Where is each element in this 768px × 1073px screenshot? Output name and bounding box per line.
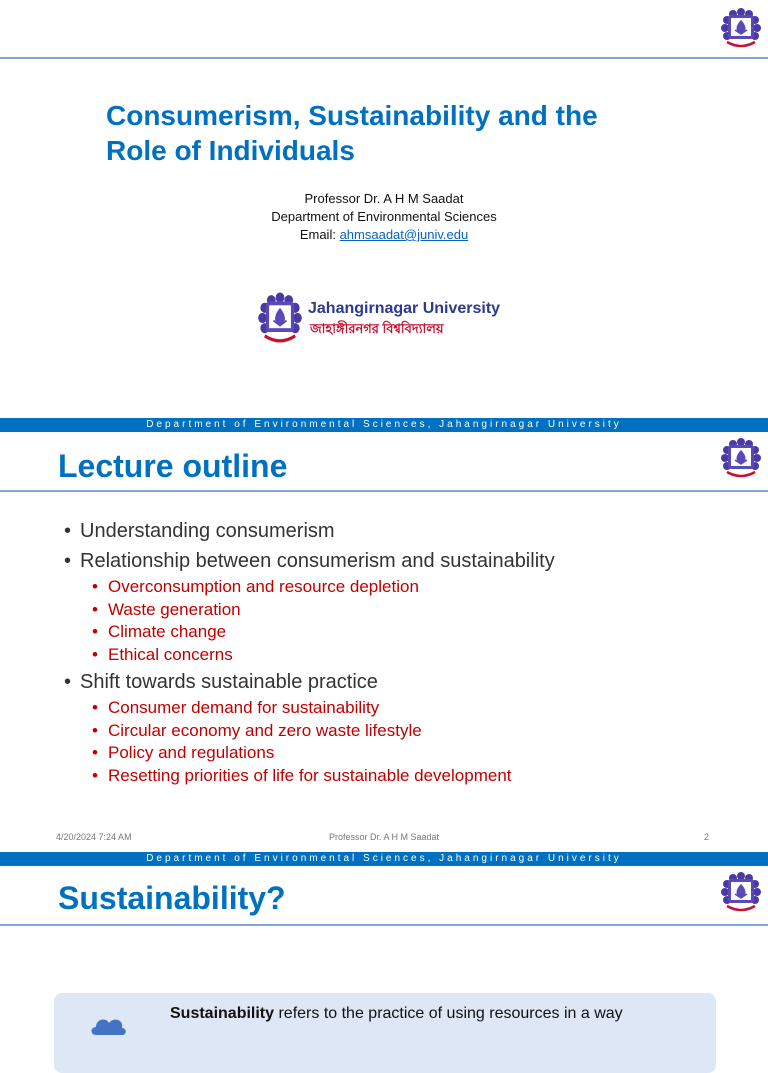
slide-heading: Lecture outline [58, 448, 288, 484]
outline-list [64, 516, 555, 788]
outline-subitem: • Waste generation [64, 599, 555, 622]
definition-box [54, 993, 716, 1073]
author-name: Professor Dr. A H M Saadat [304, 191, 464, 206]
author-email-line [0, 226, 768, 244]
outline-item: • Relationship between consumerism and sustainability [64, 546, 555, 576]
outline-subitem: • Climate change [64, 621, 555, 644]
outline-subitem: • Consumer demand for sustainability [64, 697, 555, 720]
definition-text [170, 1005, 623, 1023]
header-divider [0, 924, 768, 926]
sustainability-slide [0, 866, 768, 1024]
title-slide [0, 0, 768, 430]
university-logo-icon [719, 870, 763, 914]
outline-subitem: • Overconsumption and resource depletion [64, 576, 555, 599]
slide-date: 4/20/2024 7:24 AM [56, 832, 132, 842]
header-divider [0, 490, 768, 492]
email-label: Email: [299, 227, 336, 242]
outline-slide [0, 434, 768, 864]
outline-subitem: • Circular economy and zero waste lifestyle [64, 720, 555, 743]
slide-heading: Sustainability? [58, 880, 286, 916]
outline-subitem: • Policy and regulations [64, 742, 555, 765]
outline-item: • Shift towards sustainable practice [64, 667, 555, 697]
university-seal-icon [256, 290, 304, 346]
author-department: Department of Environmental Sciences [271, 209, 497, 224]
university-name-bengali: জাহাঙ্গীরনগর বিশ্ববিদ্যালয় [310, 321, 444, 336]
outline-subitem: • Resetting priorities of life for sustainable development [64, 765, 555, 788]
cloud-icon [88, 1013, 128, 1037]
footer-bar: Department of Environmental Sciences, Jahangirnagar University [0, 852, 768, 866]
university-name-english: Jahangirnagar University [308, 300, 501, 317]
slide-presenter: Professor Dr. A H M Saadat [328, 832, 440, 842]
presentation-title: Consumerism, Sustainability and the Role of Individuals [106, 100, 598, 166]
slide-page-number: 2 [704, 832, 710, 842]
definition-term: Sustainability [170, 1005, 275, 1022]
university-logo-icon [719, 6, 763, 50]
outline-item: • Understanding consumerism [64, 516, 555, 546]
footer-bar: Department of Environmental Sciences, Jahangirnagar University [0, 418, 768, 432]
email-link[interactable]: ahmsaadat@juniv.edu [339, 227, 469, 242]
header-divider [0, 57, 768, 59]
definition-body: refers to the practice of using resources in a way [274, 1005, 623, 1022]
university-logo-icon [719, 436, 763, 480]
outline-subitem: • Ethical concerns [64, 644, 555, 667]
author-block [0, 190, 768, 244]
